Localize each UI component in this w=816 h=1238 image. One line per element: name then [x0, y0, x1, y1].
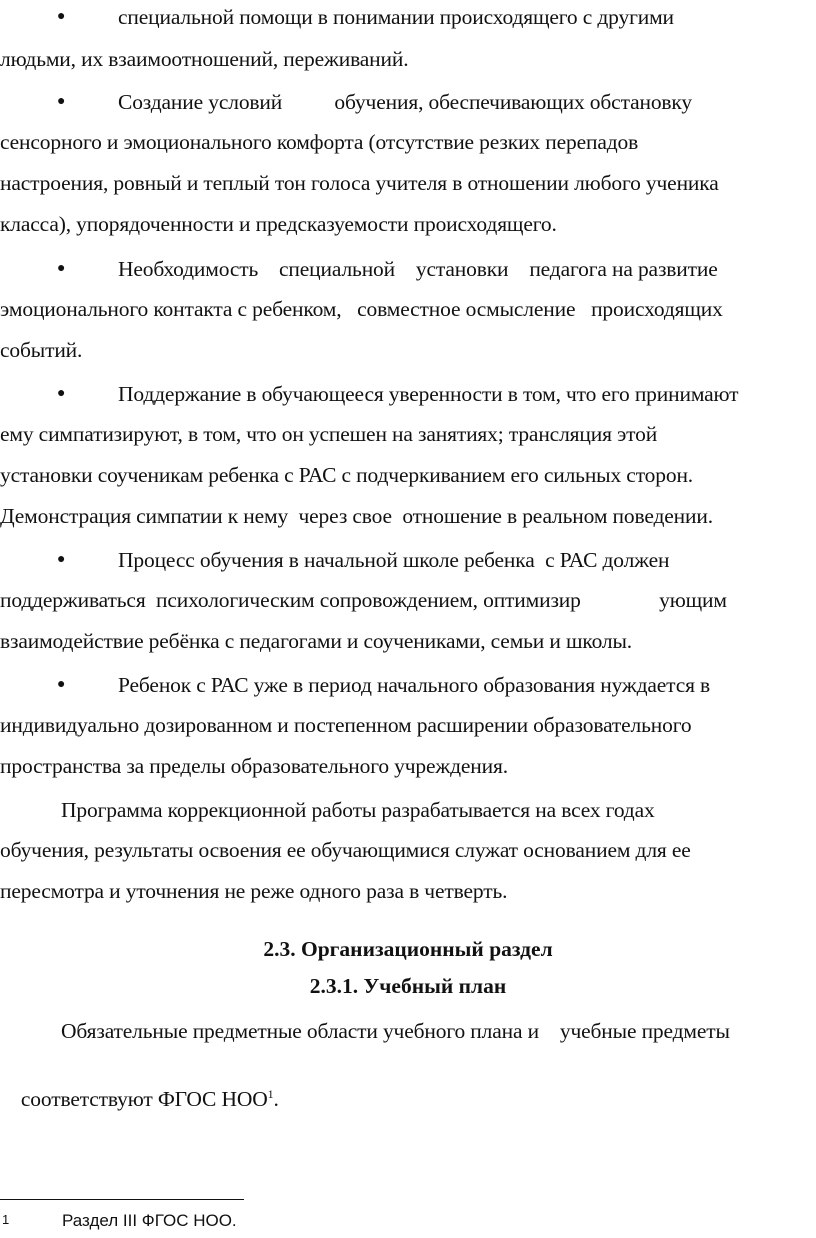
text-line: пересмотра и уточнения не реже одного раза в четверть. [0, 879, 508, 903]
text-line: Обязательные предметные области учебного плана и учебные предметы [61, 1019, 730, 1043]
bullet-icon: ● [57, 552, 66, 567]
text-line: ему симпатизируют, в том, что он успешен на занятиях; трансляция этой [0, 422, 658, 446]
bullet-icon: ● [57, 261, 66, 276]
footnote-text: Раздел III ФГОС НОО. [62, 1211, 237, 1230]
bullet-icon: ● [57, 677, 66, 692]
text-line: Необходимость специальной установки педагога на развитие [118, 257, 718, 281]
text-line: специальной помощи в понимании происходящего с другими [118, 5, 674, 29]
text-line: событий. [0, 338, 83, 362]
footnote-number: 1 [2, 1212, 10, 1227]
text-line: сенсорного и эмоционального комфорта (отсутствие резких перепадов [0, 130, 639, 154]
text-line: эмоционального контакта с ребенком, совместное осмысление происходящих [0, 297, 723, 321]
text-line: установки соученикам ребенка с РАС с подчеркиванием его сильных сторон. [0, 463, 694, 487]
text-line: настроения, ровный и теплый тон голоса учителя в отношении любого ученика [0, 171, 719, 195]
text-line: людьми, их взаимоотношений, переживаний. [0, 47, 409, 71]
text-line: Демонстрация симпатии к нему через свое отношение в реальном поведении. [0, 504, 713, 528]
text-line: Поддержание в обучающееся уверенности в том, что его принимают [118, 382, 739, 406]
text-line: Программа коррекционной работы разрабатывается на всех годах [61, 798, 655, 822]
text-line: обучения, результаты освоения ее обучающимися служат основанием для ее [0, 838, 691, 862]
text-line [0, 1057, 279, 1141]
text-line: класса), упорядоченности и предсказуемости происходящего. [0, 212, 557, 236]
bullet-icon: ● [57, 9, 66, 24]
text-line: Ребенок с РАС уже в период начального образования нуждается в [118, 673, 711, 697]
end-punctuation: . [273, 1087, 279, 1111]
text-line: индивидуально дозированном и постепенном расширении образовательного [0, 713, 692, 737]
bullet-icon: ● [57, 94, 66, 109]
text-line-content: соответствуют ФГОС НОО [20, 1087, 268, 1111]
text-line: Создание условий обучения, обеспечивающих обстановку [118, 90, 693, 114]
footnote-separator [0, 1199, 244, 1200]
text-line: пространства за пределы образовательного учреждения. [0, 754, 508, 778]
text-line: взаимодействие ребёнка с педагогами и соучениками, семьи и школы. [0, 629, 632, 653]
section-heading: 2.3. Организационный раздел [263, 937, 553, 961]
text-line: Процесс обучения в начальной школе ребенка с РАС должен [118, 548, 670, 572]
footnote-reference[interactable]: 1 [267, 1087, 274, 1101]
text-line: поддерживаться психологическим сопровождением, оптимизир ующим [0, 588, 727, 612]
subsection-heading: 2.3.1. Учебный план [309, 974, 507, 998]
bullet-icon: ● [57, 386, 66, 401]
